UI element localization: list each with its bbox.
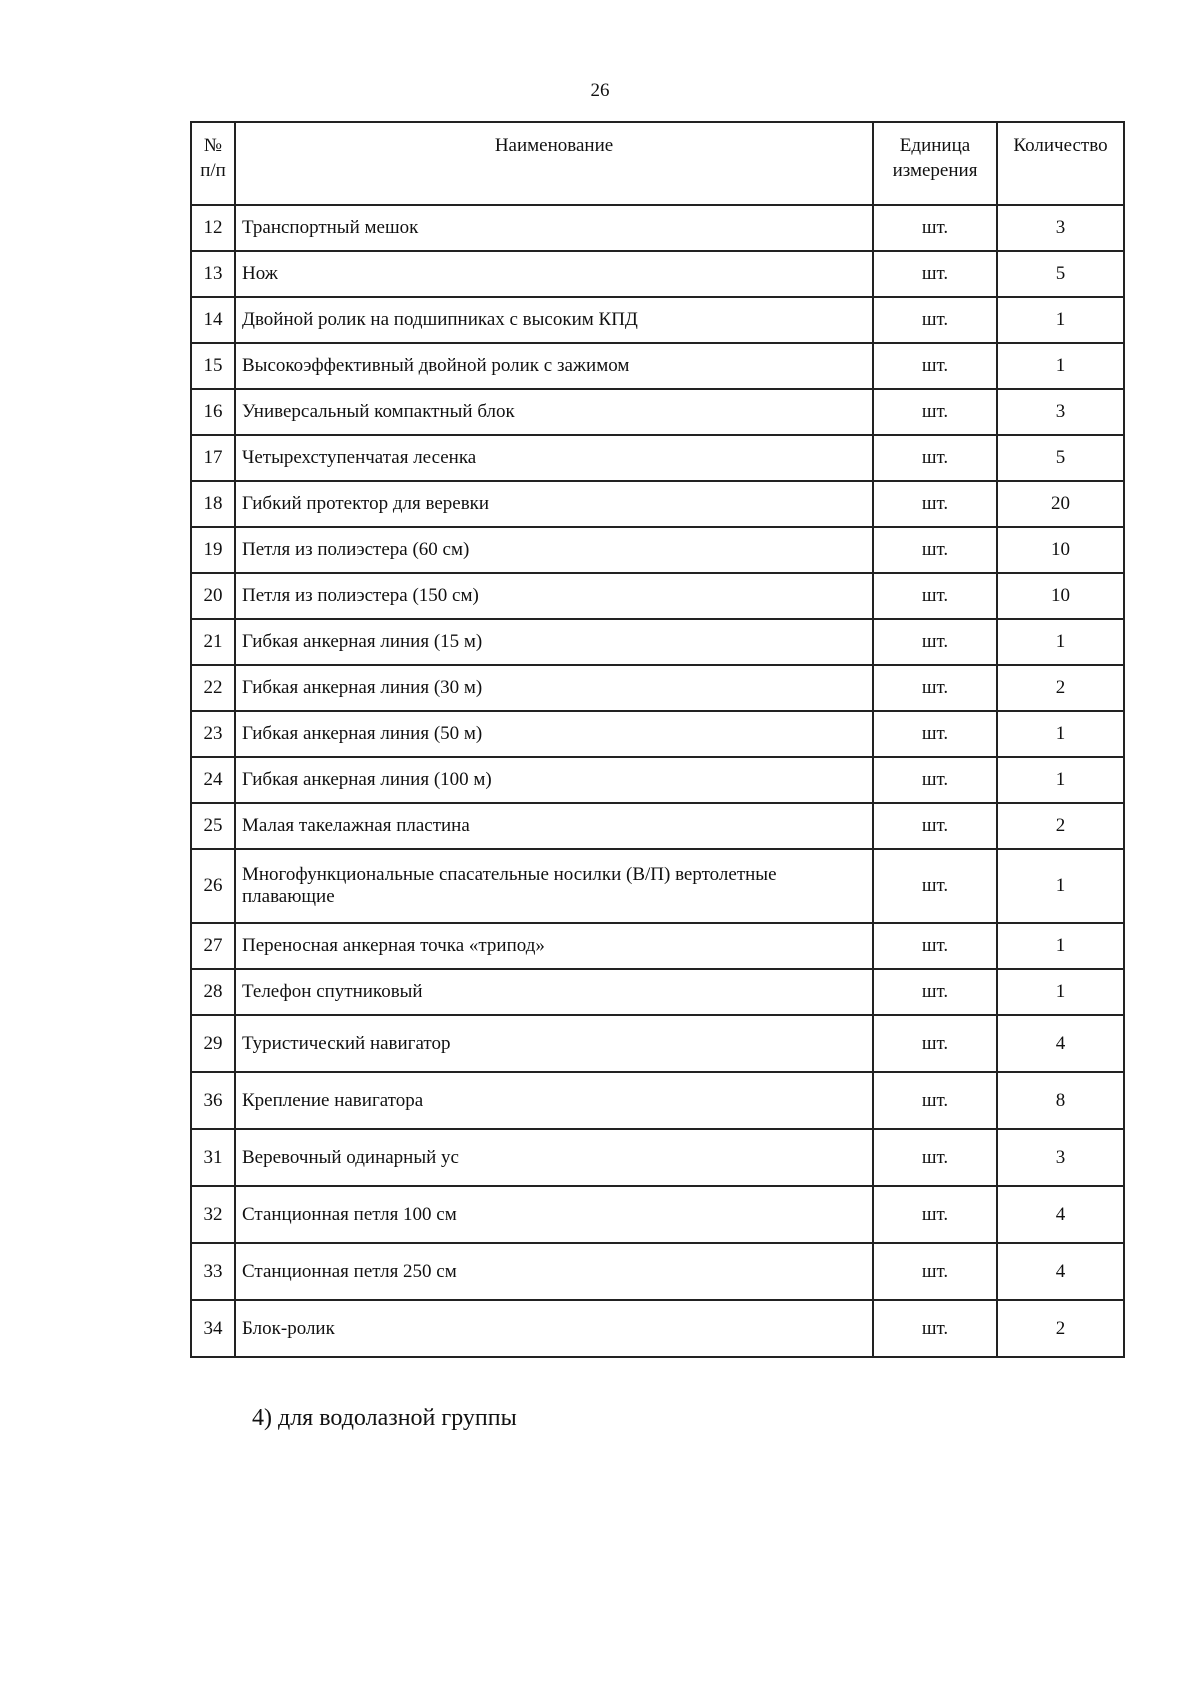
- item-name-cell: Блок-ролик: [235, 1300, 873, 1357]
- table-row: [191, 969, 1124, 1015]
- row-number-cell: 18: [191, 481, 235, 527]
- unit-cell: шт.: [873, 527, 997, 573]
- item-name-cell: Станционная петля 100 см: [235, 1186, 873, 1243]
- item-name-cell: Многофункциональные спасательные носилки (В/П) вертолетные плавающие: [235, 849, 873, 923]
- unit-cell: шт.: [873, 969, 997, 1015]
- item-name-cell: Гибкая анкерная линия (15 м): [235, 619, 873, 665]
- table-row: [191, 389, 1124, 435]
- quantity-cell: 2: [997, 665, 1124, 711]
- row-number-cell: 13: [191, 251, 235, 297]
- row-number-cell: 14: [191, 297, 235, 343]
- row-number-cell: 16: [191, 389, 235, 435]
- section-caption: 4) для водолазной группы: [252, 1405, 517, 1431]
- unit-cell: шт.: [873, 1129, 997, 1186]
- item-name-cell: Телефон спутниковый: [235, 969, 873, 1015]
- item-name-cell: Переносная анкерная точка «трипод»: [235, 923, 873, 969]
- unit-cell: шт.: [873, 297, 997, 343]
- row-number-cell: 25: [191, 803, 235, 849]
- item-name-cell: Гибкая анкерная линия (30 м): [235, 665, 873, 711]
- quantity-cell: 1: [997, 923, 1124, 969]
- item-name-cell: Малая такелажная пластина: [235, 803, 873, 849]
- unit-cell: шт.: [873, 1072, 997, 1129]
- unit-cell: шт.: [873, 1015, 997, 1072]
- row-number-cell: 21: [191, 619, 235, 665]
- table-row: [191, 711, 1124, 757]
- table-header-row: [191, 122, 1124, 205]
- table-row: [191, 251, 1124, 297]
- column-header-number-line2: п/п: [200, 160, 226, 181]
- unit-cell: шт.: [873, 1186, 997, 1243]
- unit-cell: шт.: [873, 757, 997, 803]
- unit-cell: шт.: [873, 573, 997, 619]
- table-row: [191, 1072, 1124, 1129]
- item-name-cell: Нож: [235, 251, 873, 297]
- row-number-cell: 33: [191, 1243, 235, 1300]
- table-row: [191, 1129, 1124, 1186]
- table-row: [191, 435, 1124, 481]
- quantity-cell: 8: [997, 1072, 1124, 1129]
- column-header-number: [191, 122, 235, 205]
- quantity-cell: 1: [997, 343, 1124, 389]
- table-header: [191, 122, 1124, 205]
- table-row: [191, 619, 1124, 665]
- unit-cell: шт.: [873, 343, 997, 389]
- table-row: [191, 481, 1124, 527]
- quantity-cell: 3: [997, 389, 1124, 435]
- row-number-cell: 17: [191, 435, 235, 481]
- quantity-cell: 10: [997, 573, 1124, 619]
- item-name-cell: Веревочный одинарный ус: [235, 1129, 873, 1186]
- column-header-quantity: Количество: [997, 122, 1124, 205]
- quantity-cell: 1: [997, 711, 1124, 757]
- row-number-cell: 32: [191, 1186, 235, 1243]
- item-name-cell: Высокоэффективный двойной ролик с зажимом: [235, 343, 873, 389]
- page-number: 26: [590, 80, 610, 101]
- row-number-cell: 12: [191, 205, 235, 251]
- column-header-unit: [873, 122, 997, 205]
- quantity-cell: 4: [997, 1243, 1124, 1300]
- quantity-cell: 1: [997, 297, 1124, 343]
- row-number-cell: 28: [191, 969, 235, 1015]
- unit-cell: шт.: [873, 251, 997, 297]
- table-row: [191, 803, 1124, 849]
- unit-cell: шт.: [873, 481, 997, 527]
- quantity-cell: 1: [997, 849, 1124, 923]
- item-name-cell: Двойной ролик на подшипниках с высоким КПД: [235, 297, 873, 343]
- column-header-name: Наименование: [235, 122, 873, 205]
- quantity-cell: 1: [997, 757, 1124, 803]
- row-number-cell: 27: [191, 923, 235, 969]
- unit-cell: шт.: [873, 923, 997, 969]
- quantity-cell: 5: [997, 251, 1124, 297]
- unit-cell: шт.: [873, 389, 997, 435]
- table-row: [191, 573, 1124, 619]
- table-row: [191, 205, 1124, 251]
- item-name-cell: Гибкий протектор для веревки: [235, 481, 873, 527]
- unit-cell: шт.: [873, 711, 997, 757]
- item-name-cell: Гибкая анкерная линия (50 м): [235, 711, 873, 757]
- table-row: [191, 923, 1124, 969]
- item-name-cell: Петля из полиэстера (150 см): [235, 573, 873, 619]
- quantity-cell: 3: [997, 205, 1124, 251]
- row-number-cell: 23: [191, 711, 235, 757]
- table-row: [191, 1300, 1124, 1357]
- quantity-cell: 2: [997, 1300, 1124, 1357]
- equipment-table: [190, 121, 1125, 1358]
- unit-cell: шт.: [873, 205, 997, 251]
- item-name-cell: Универсальный компактный блок: [235, 389, 873, 435]
- item-name-cell: Станционная петля 250 см: [235, 1243, 873, 1300]
- row-number-cell: 26: [191, 849, 235, 923]
- table-row: [191, 527, 1124, 573]
- unit-cell: шт.: [873, 665, 997, 711]
- item-name-cell: Петля из полиэстера (60 см): [235, 527, 873, 573]
- unit-cell: шт.: [873, 1300, 997, 1357]
- item-name-cell: Крепление навигатора: [235, 1072, 873, 1129]
- column-header-number-line1: №: [203, 135, 223, 156]
- table-row: [191, 1015, 1124, 1072]
- item-name-cell: Четырехступенчатая лесенка: [235, 435, 873, 481]
- table-row: [191, 1243, 1124, 1300]
- unit-cell: шт.: [873, 435, 997, 481]
- row-number-cell: 22: [191, 665, 235, 711]
- unit-cell: шт.: [873, 803, 997, 849]
- quantity-cell: 4: [997, 1015, 1124, 1072]
- column-header-unit-line1: Единица: [899, 135, 971, 156]
- quantity-cell: 2: [997, 803, 1124, 849]
- table-row: [191, 343, 1124, 389]
- item-name-cell: Гибкая анкерная линия (100 м): [235, 757, 873, 803]
- quantity-cell: 4: [997, 1186, 1124, 1243]
- item-name-cell: Туристический навигатор: [235, 1015, 873, 1072]
- table-row: [191, 849, 1124, 923]
- column-header-unit-line2: измерения: [892, 160, 978, 181]
- row-number-cell: 15: [191, 343, 235, 389]
- unit-cell: шт.: [873, 619, 997, 665]
- unit-cell: шт.: [873, 849, 997, 923]
- table-body: [191, 205, 1124, 1357]
- row-number-cell: 24: [191, 757, 235, 803]
- row-number-cell: 31: [191, 1129, 235, 1186]
- row-number-cell: 34: [191, 1300, 235, 1357]
- row-number-cell: 20: [191, 573, 235, 619]
- item-name-cell: Транспортный мешок: [235, 205, 873, 251]
- quantity-cell: 3: [997, 1129, 1124, 1186]
- quantity-cell: 1: [997, 619, 1124, 665]
- table-row: [191, 665, 1124, 711]
- quantity-cell: 1: [997, 969, 1124, 1015]
- row-number-cell: 36: [191, 1072, 235, 1129]
- table-row: [191, 757, 1124, 803]
- table-row: [191, 1186, 1124, 1243]
- quantity-cell: 10: [997, 527, 1124, 573]
- unit-cell: шт.: [873, 1243, 997, 1300]
- row-number-cell: 29: [191, 1015, 235, 1072]
- row-number-cell: 19: [191, 527, 235, 573]
- quantity-cell: 20: [997, 481, 1124, 527]
- table-row: [191, 297, 1124, 343]
- quantity-cell: 5: [997, 435, 1124, 481]
